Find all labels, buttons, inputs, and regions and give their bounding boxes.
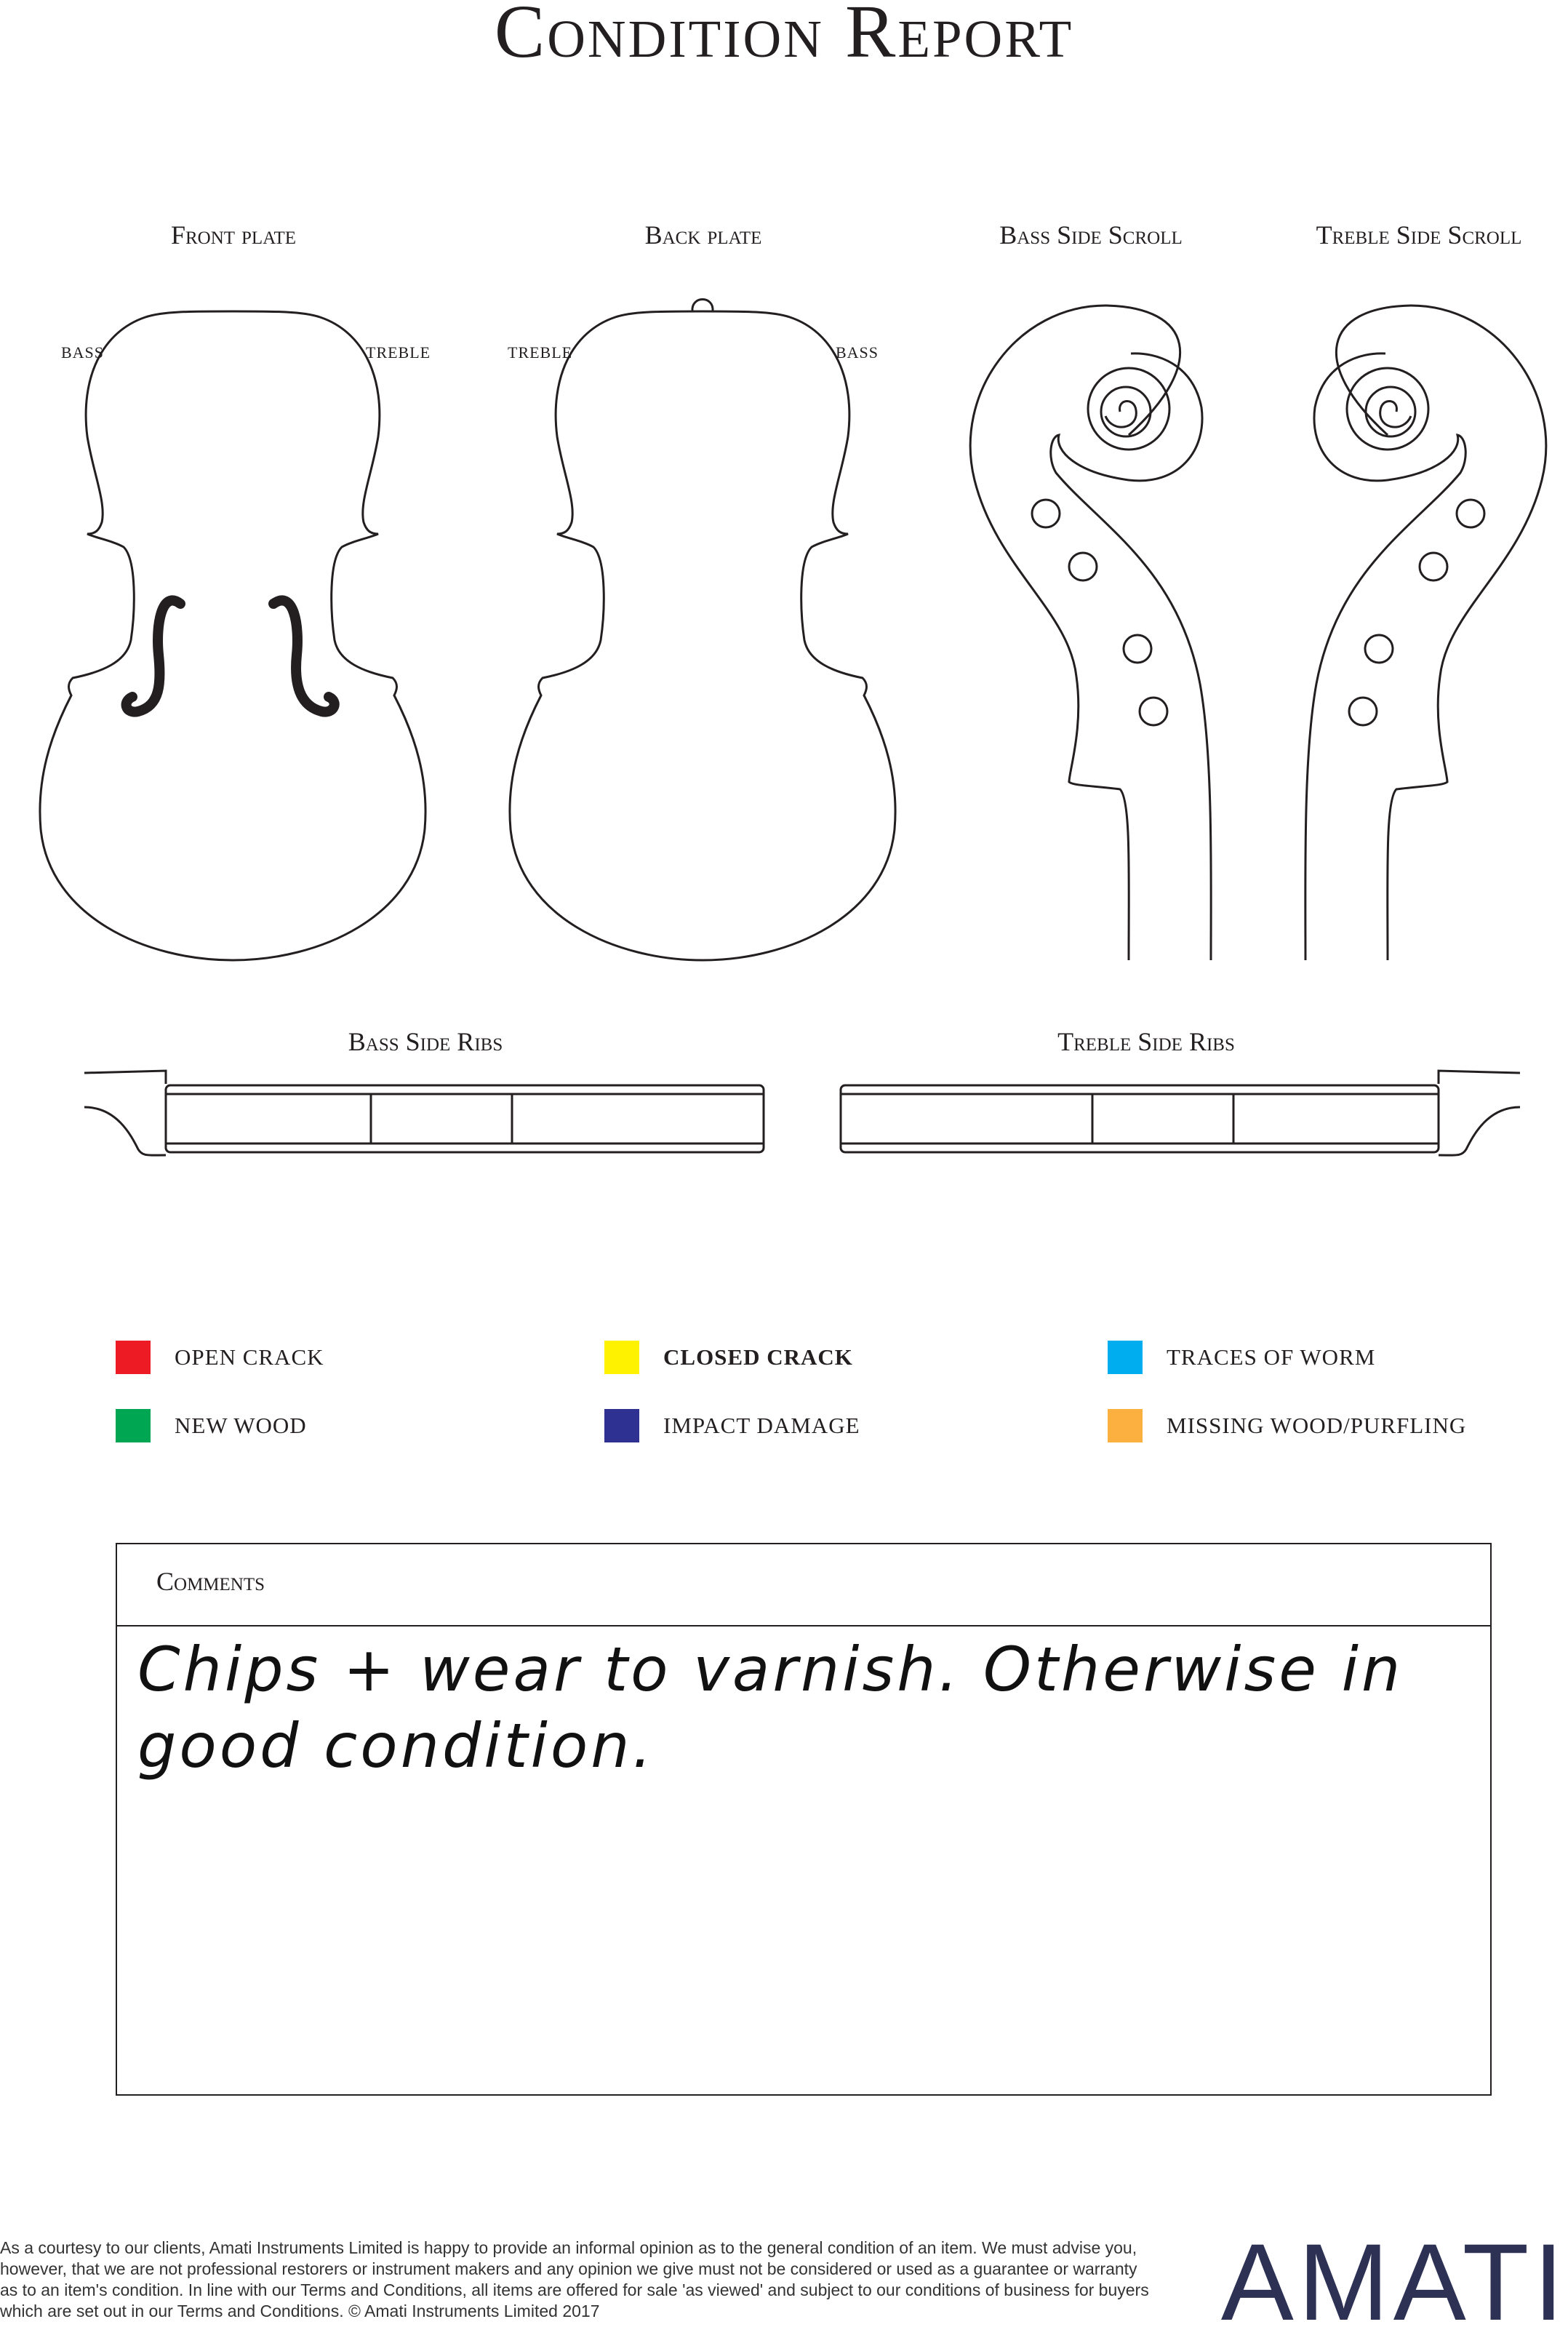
legend-missing-wood-purfling xyxy=(1108,1409,1466,1442)
treble-side-scroll-outline xyxy=(1305,306,1546,960)
treble-side-ribs-outline xyxy=(841,1071,1520,1155)
treble-side-ribs-heading: Treble Side Ribs xyxy=(1057,1027,1235,1056)
bass-side-scroll-outline xyxy=(970,306,1211,960)
comments-handwritten-text: Chips + wear to varnish. Otherwise in good condition. xyxy=(137,1634,1404,1781)
legend-traces-of-worm xyxy=(1108,1341,1375,1374)
bass-side-ribs-heading: Bass Side Ribs xyxy=(348,1027,503,1056)
legend-swatch xyxy=(604,1409,639,1442)
legend-closed-crack xyxy=(604,1341,853,1374)
legend-open-crack xyxy=(116,1341,324,1374)
legend-swatch xyxy=(116,1409,151,1442)
front-plate-right-label: TREBLE xyxy=(366,343,431,362)
legend-label: NEW WOOD xyxy=(175,1413,307,1438)
back-plate-heading: Back plate xyxy=(644,220,762,250)
comments-box xyxy=(116,1543,1492,2096)
amati-logo: AMATI xyxy=(1220,2221,1568,2343)
bass-side-scroll-heading: Bass Side Scroll xyxy=(999,220,1183,250)
legend-label: TRACES OF WORM xyxy=(1167,1344,1376,1370)
legend-new-wood xyxy=(116,1409,307,1442)
back-plate-right-label: BASS xyxy=(836,343,879,362)
legend-label: IMPACT DAMAGE xyxy=(663,1413,860,1438)
legend-impact-damage xyxy=(604,1409,860,1442)
legend-swatch xyxy=(1108,1341,1143,1374)
comments-title: Comments xyxy=(156,1567,265,1596)
legend-label: CLOSED CRACK xyxy=(663,1344,853,1370)
legend-label: MISSING WOOD/PURFLING xyxy=(1167,1413,1467,1438)
front-plate-outline xyxy=(40,311,425,960)
front-plate-left-label: BASS xyxy=(61,343,105,362)
disclaimer-text: As a courtesy to our clients, Amati Instruments Limited is happy to provide an informal opinion as to the general condition of an item. We must advise you, however, that we are not professional restorers or instrument makers and any opinion we give must not be considered or used as a guarantee or warranty as to an item's condition. In line with our Terms and Conditions, all items are offered for sale 'as viewed' and subject to our conditions of business for buyers which are set out in our Terms and Conditions. © Amati Instruments Limited 2017 xyxy=(0,2238,1149,2320)
front-plate-heading: Front plate xyxy=(170,220,297,250)
legend-label: OPEN CRACK xyxy=(175,1344,324,1370)
legend-swatch xyxy=(116,1341,151,1374)
back-plate-outline xyxy=(510,300,895,961)
back-plate-left-label: TREBLE xyxy=(508,343,573,362)
legend-swatch xyxy=(604,1341,639,1374)
bass-side-ribs-outline xyxy=(84,1071,764,1155)
legend-swatch xyxy=(1108,1409,1143,1442)
comments-header xyxy=(117,1544,1490,1626)
treble-side-scroll-heading: Treble Side Scroll xyxy=(1316,220,1522,250)
page-title: Condition Report xyxy=(494,0,1074,73)
